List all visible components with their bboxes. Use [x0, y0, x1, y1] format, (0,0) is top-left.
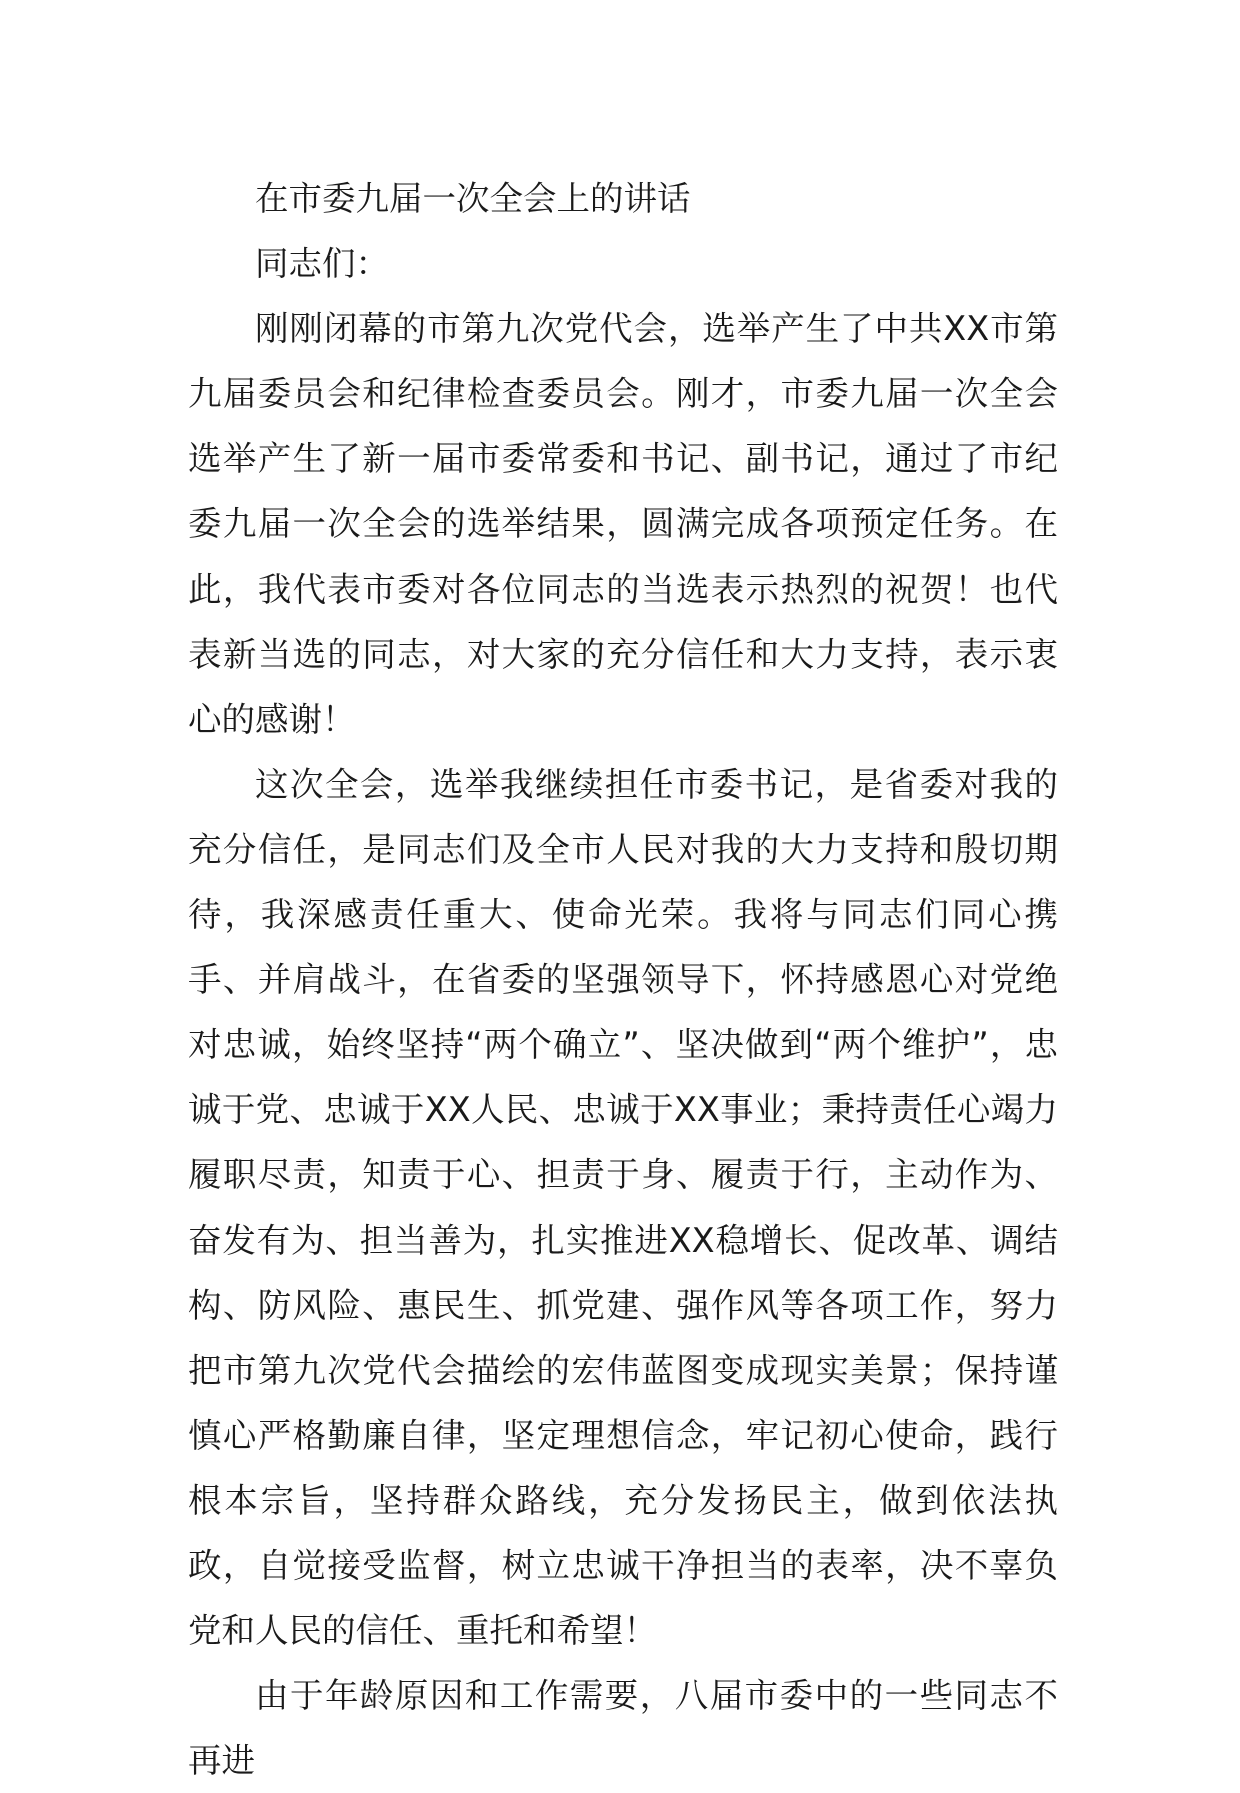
document-body [188, 166, 1058, 1793]
document-title: 在市委九届一次全会上的讲话 [255, 179, 691, 218]
salutation: 同志们： [255, 244, 389, 284]
paragraph: 由于年龄原因和工作需要，八届市委中的一些同志不再进 [188, 1676, 1058, 1781]
paragraph: 刚刚闭幕的市第九次党代会，选举产生了中共XX市第九届委员会和纪律检查委员会。刚才，市委九届一次全会选举产生了新一届市委常委和书记、副书记，通过了市纪委九届一次全会的选举结果，圆满完成各项预定任务。在此，我代表市委对各位同志的当选表示热烈的祝贺！也代表新当选的同志，对大家的充分信任和大力支持，表示衷心的感谢！ [188, 309, 1058, 739]
paragraph: 这次全会，选举我继续担任市委书记，是省委对我的充分信任，是同志们及全市人民对我的大力支持和殷切期待，我深感责任重大、使命光荣。我将与同志们同心携手、并肩战斗，在省委的坚强领导下，怀持感恩心对党绝对忠诚，始终坚持“两个确立”、坚决做到“两个维护”，忠诚于党、忠诚于XX人民、忠诚于XX事业；秉持责任心竭力履职尽责，知责于心、担责于身、履责于行，主动作为、奋发有为、担当善为，扎实推进XX稳增长、促改革、调结构、防风险、惠民生、抓党建、强作风等各项工作，努力把市第九次党代会描绘的宏伟蓝图变成现实美景；保持谨慎心严格勤廉自律，坚定理想信念，牢记初心使命，践行根本宗旨，坚持群众路线，充分发扬民主，做到依法执政，自觉接受监督，树立忠诚干净担当的表率，决不辜负党和人民的信任、重托和希望！ [188, 764, 1058, 1651]
